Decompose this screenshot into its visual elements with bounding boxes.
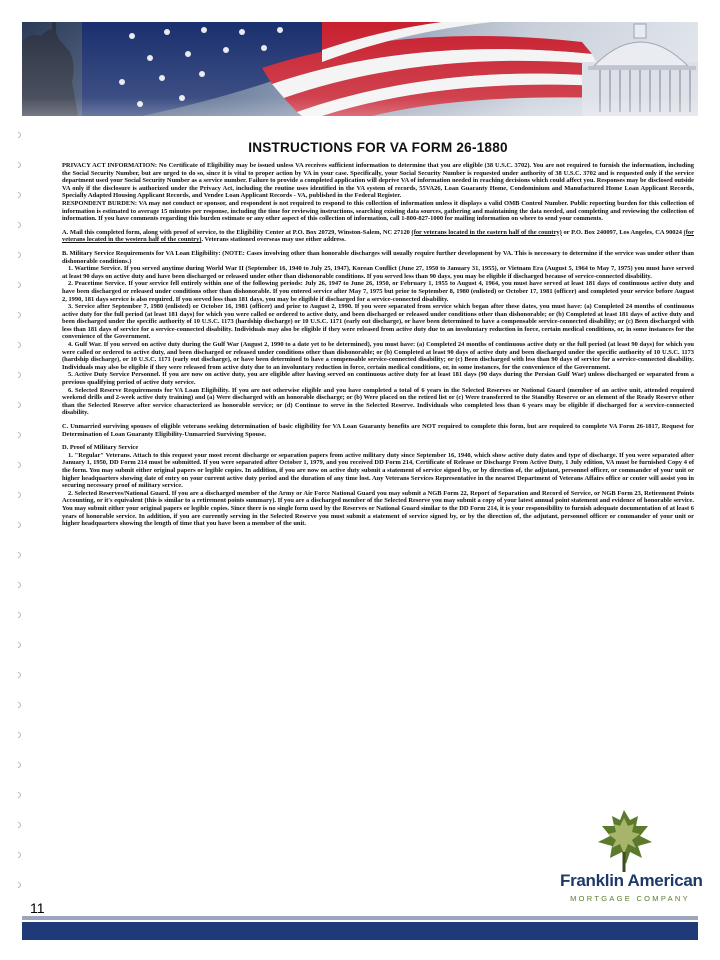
section-c-paragraph: C. Unmarried surviving spouses of eligible veterans seeking determination of basic eligibility for VA Loan Guaranty benefits are NOT required to complete this form, but are required to complete VA Form 26-1817, Request for Determination of Loan Guaranty Eligibility-Unmarried Surviving Spouse. <box>62 423 694 438</box>
brand-tagline: MORTGAGE COMPANY <box>570 894 690 903</box>
binder-marks <box>14 122 28 922</box>
eastern-half-link[interactable]: (for veterans located in the eastern half of the country) <box>411 228 562 236</box>
section-b-intro: B. Military Service Requirements for VA Loan Eligibility: (NOTE: Cases involving other than honorable discharges will usually require further development by VA. This is necessary to determine if the service was under other than dishonorable conditions.) <box>62 249 694 265</box>
oak-leaf-icon <box>594 808 654 874</box>
section-a-paragraph <box>62 229 694 244</box>
section-b-selected-reserve: 6. Selected Reserve Requirements for VA Loan Eligibility. If you are not otherwise eligible and you have completed a total of 6 years in the Selected Reserves or National Guard (member of an active unit, attended required weekend drills and 2-week active duty training) and (a) Were discharged with an honorable discharge; or (b) Were placed on the retired list or (c) Were transferred to the Standby Reserve or an element of the Ready Reserve other than the Selected Reserve after service characterized as honorable service; or (d) Continue to serve in the Selected Reserve. Individuals who completed less than 6 years may be eligible if discharged for a service-connected disability. <box>62 386 694 417</box>
section-d-selected-reserves: 2. Selected Reserves/National Guard. If you are a discharged member of the Army or Air Force National Guard you may submit a NGB Form 22, Report of Separation and Record of Service, or NGB Form 23, Retirement Points Accounting, or it's equivalent (this is similar to a retirement points summary). If you are a discharged member of the Selected Reserve you may submit a copy of your latest annual point statement and evidence of honorable service. You may submit either your original papers or legible copies. Since there is no single form used by the Reserves or National Guard similar to the DD Form 214, it is your responsibility to furnish adequate documentation of at least 6 years of honorable service. In addition, if you are currently serving in the Selected Reserve you must submit a statement of service signed by, or by the direction of, the adjutant, personnel officer or commander of your unit or higher headquarters showing the length of time that you have been a member of the unit. <box>62 489 694 528</box>
section-a-text-2: or P.O. Box 240097, Los Angeles, CA 90024 <box>561 228 684 236</box>
footer-rule <box>22 916 698 920</box>
page-title: INSTRUCTIONS FOR VA FORM 26-1880 <box>248 140 508 155</box>
privacy-act-paragraph: PRIVACY ACT INFORMATION: No Certificate of Eligibility may be issued unless VA receives sufficient information to determine that you are eligible (38 U.S.C. 3702). You are not required to furnish the information, including the Social Security Number, but are urged to do so, since it is vital to proper action by VA in your case. Specifically, your Social Security Number is requested under authority of 38 U.S.C. 3702 and is requested only if the service department used your Social Security Number as a service number. Failure to provide a completed application will deprive VA of information needed in reaching decisions which could affect you. Responses may be disclosed outside VA only if the disclosure is authorized under the Privacy Act, including the routine uses identified in the VA system of records, 55VA26, Loan Guaranty Home, Condominium and Manufactured Home Loan Applicant Records, Specially Adapted Housing Applicant Records, and Vendee Loan Applicant Records - VA, published in the Federal Register. <box>62 162 694 200</box>
section-b-wartime: 1. Wartime Service. If you served anytime during World War II (September 16, 1940 to July 25, 1947), Korean Conflict (June 27, 1950 to January 31, 1955), or Vietnam Era (August 5, 1964 to May 7, 1975) you must have served at least 90 days on active duty and have been discharged or released under other than dishonorable conditions. If you served less than 90 days, you may be eligible if discharged because of service-connected disability. <box>62 265 694 280</box>
section-b-service-after-1980: 3. Service after September 7, 1980 (enlisted) or October 16, 1981 (officer) and prior to August 2, 1990. If you were separated from service which began after these dates, you must have: (a) Completed 24 months of continuous active duty for the full period (at least 181 days) for which you were called or ordered to active duty, and been discharged or released under conditions other than dishonorable; or (b) Completed at least 181 days of active duty and been discharged under the specific authority of 10 U.S.C. 1173 (hardship discharge) or 10 U.S.C. 1171 (early out discharge), or have been determined to have a compensable service-connected disability; or (c) Been discharged with less than 181 days of service for a service-connected disability. Individuals may also be eligible if they were released from active duty due to an involuntary reduction in force, certain medical conditions, or, in some instances for the convenience of the Government. <box>62 303 694 341</box>
section-a-text-3: . Veterans stationed overseas may use either address. <box>201 236 346 244</box>
form-instructions <box>62 140 694 528</box>
respondent-burden-paragraph: RESPONDENT BURDEN: VA may not conduct or sponsor, and respondent is not required to respond to this collection of information unless it displays a valid OMB Control Number. Public reporting burden for this collection of information is estimated to average 15 minutes per response, including the time for reviewing instructions, searching existing data sources, gathering and maintaining the data needed, and completing and reviewing the collection of information. If you have comments regarding this burden estimate or any other aspect of this collection of information, call 1-800-827-1000 for mailing information on where to send your comments. <box>62 199 694 223</box>
company-logo <box>560 808 703 908</box>
section-b-active-duty: 5. Active Duty Service Personnel. If you are now on active duty, you are eligible after having served on continuous active duty for at least 181 days (90 days during the Persian Gulf War) unless discharged or separated from a previous qualifying period of active duty service. <box>62 371 694 387</box>
western-half-link[interactable]: (for veterans located in the western half of the country) <box>62 228 694 244</box>
section-d-title: D. Proof of Military Service <box>62 444 139 452</box>
header-banner <box>22 22 698 116</box>
page-number: 11 <box>30 900 45 916</box>
section-a-text-1: A. Mail this completed form, along with proof of service, to the Eligibility Center at P.O. Box 20729, Winston-Salem, NC 27120 <box>62 228 412 236</box>
brand-name: Franklin American <box>560 871 703 890</box>
section-d-regular-veterans: 1. "Regular" Veterans. Attach to this request your most recent discharge or separation papers from active military duty since September 16, 1940, which show active duty dates and type of discharge. If you were separated after January 1, 1950, DD Form 214 must be submitted. If you were separated after October 1, 1979, and you received DD Form 214, Certificate of Release or Discharge From Active Duty, 1 July edition, VA must be furnished Copy 4 of the form. You may submit either original papers or legible copies. In addition, if you are now on active duty submit a statement of service signed by, or by direction of, the adjutant, personnel officer, or commander of your unit or higher headquarters showing date of entry on your current active duty period and the duration of any time lost. Any Veterans Services Representative in the nearest Department of Veterans Affairs office or center will assist you in securing necessary proof of military service. <box>62 451 694 490</box>
section-b-peacetime: 2. Peacetime Service. If your service fell entirely within one of the following periods: July 26, 1947 to June 26, 1950, or February 1, 1955 to August 4, 1964, you must have served at least 181 days of continuous active duty and have been discharged or released under conditions other than dishonorable. If you entered service after May 7, 1975 but prior to September 8, 1980 (enlisted) or October 17, 1981 (officer) and completed your service before August 2, 1990, 181 days service is also required. If you served less than 181 days, you may be eligible if discharged for a service-connected disability. <box>62 280 694 303</box>
footer-bar <box>22 922 698 940</box>
section-b-gulf-war: 4. Gulf War. If you served on active duty during the Gulf War (August 2, 1990 to a date yet to be determined), you must have: (a) Completed 24 months of continuous active duty or the full period (at least 90 days) for which you were called or ordered to active duty, and been discharged or released under conditions other than dishonorable; or (b) Completed at least 90 days of active duty and been discharged under the specific authority of 10 U.S.C. 1173 (hardship discharge), or 10 U.S.C. 1171 (early out discharge), or have been determined to have a compensable service-connected disability; or (c) Been discharged with less than 90 days of service for a service-connected disability. Individuals may also be eligible if they were released from active duty due to an involuntary reduction in force, certain medical conditions, or, in some instances, for the convenience of the Government. <box>62 341 694 371</box>
